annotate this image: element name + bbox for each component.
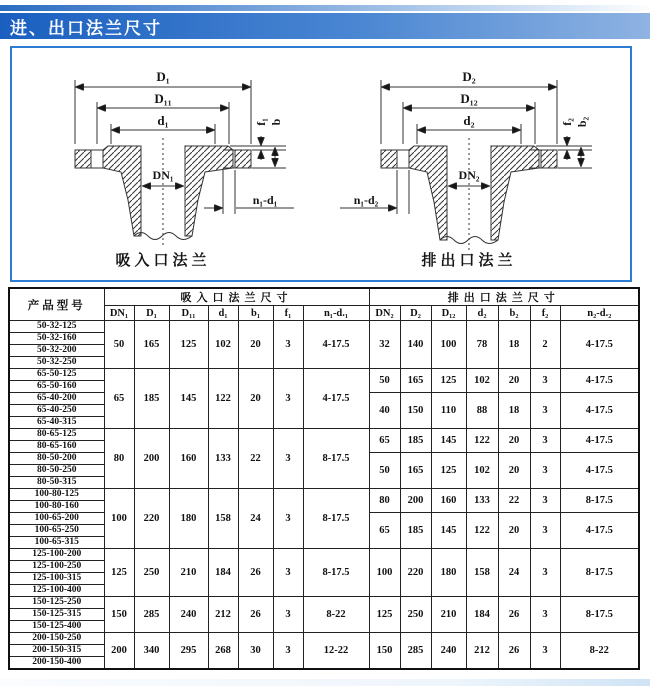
discharge-value-cell: 165 [400, 453, 431, 489]
flange-dimensions-table-wrap [8, 287, 640, 670]
suction-value-cell: 8-17.5 [303, 549, 369, 597]
dim-n1-d2 [340, 170, 409, 214]
discharge-value-cell: 65 [369, 429, 400, 453]
discharge-value-cell: 100 [431, 321, 466, 369]
discharge-flange-caption: 排出口法兰 [421, 253, 517, 269]
discharge-value-cell: 150 [369, 633, 400, 670]
suction-value-cell: 24 [238, 489, 273, 549]
discharge-value-cell: 3 [530, 633, 560, 670]
discharge-value-cell: 102 [466, 369, 498, 393]
dim-n1-d1 [204, 170, 294, 214]
label-f1: f₁ [254, 118, 268, 126]
discharge-value-cell: 4-17.5 [560, 513, 639, 549]
model-cell: 50-32-125 [9, 321, 104, 333]
discharge-value-cell: 125 [431, 453, 466, 489]
discharge-value-cell: 8-17.5 [560, 489, 639, 513]
col-header-11: b₂ [498, 306, 530, 321]
top-accent-bar [0, 5, 650, 11]
table-row [9, 489, 639, 501]
label-n1-d1: n₁-d₁ [252, 193, 278, 207]
discharge-value-cell: 160 [431, 489, 466, 513]
suction-value-cell: 4-17.5 [303, 369, 369, 429]
suction-value-cell: 145 [169, 369, 208, 429]
discharge-value-cell: 180 [431, 549, 466, 597]
suction-value-cell: 26 [238, 597, 273, 633]
suction-flange-caption: 吸入口法兰 [115, 253, 211, 269]
discharge-value-cell: 110 [431, 393, 466, 429]
suction-value-cell: 26 [238, 549, 273, 597]
suction-value-cell: 3 [273, 321, 303, 369]
label-D1: D₁ [156, 69, 170, 84]
model-cell: 65-40-250 [9, 405, 104, 417]
label-D12: D₁₂ [460, 91, 478, 106]
suction-value-cell: 200 [104, 633, 134, 670]
discharge-value-cell: 20 [498, 453, 530, 489]
model-cell: 65-40-315 [9, 417, 104, 429]
suction-value-cell: 80 [104, 429, 134, 489]
col-header-1: D₁ [134, 306, 169, 321]
discharge-value-cell: 4-17.5 [560, 321, 639, 369]
suction-value-cell: 3 [273, 549, 303, 597]
model-cell: 200-150-400 [9, 657, 104, 670]
discharge-value-cell: 3 [530, 549, 560, 597]
table-row [9, 597, 639, 609]
discharge-value-cell: 3 [530, 453, 560, 489]
col-header-12: f₂ [530, 306, 560, 321]
col-header-4: b₁ [238, 306, 273, 321]
model-cell: 100-65-250 [9, 525, 104, 537]
bottom-accent-strip [0, 679, 650, 686]
col-header-8: D₂ [400, 306, 431, 321]
suction-value-cell: 295 [169, 633, 208, 670]
discharge-value-cell: 20 [498, 429, 530, 453]
suction-value-cell: 220 [134, 489, 169, 549]
col-header-2: D₁₁ [169, 306, 208, 321]
model-cell: 50-32-250 [9, 357, 104, 369]
model-column-header: 产品型号 [9, 288, 104, 321]
discharge-value-cell: 3 [530, 393, 560, 429]
model-cell: 125-100-250 [9, 561, 104, 573]
suction-value-cell: 8-17.5 [303, 489, 369, 549]
model-cell: 150-125-250 [9, 597, 104, 609]
discharge-value-cell: 4-17.5 [560, 393, 639, 429]
discharge-value-cell: 102 [466, 453, 498, 489]
discharge-value-cell: 8-17.5 [560, 597, 639, 633]
suction-value-cell: 3 [273, 429, 303, 489]
discharge-value-cell: 158 [466, 549, 498, 597]
label-f2: f₂ [560, 118, 574, 126]
table-row [9, 369, 639, 381]
discharge-value-cell: 26 [498, 633, 530, 670]
suction-value-cell: 122 [208, 369, 238, 429]
col-header-7: DN₂ [369, 306, 400, 321]
discharge-value-cell: 145 [431, 513, 466, 549]
discharge-value-cell: 3 [530, 369, 560, 393]
col-header-10: d₂ [466, 306, 498, 321]
model-cell: 100-65-200 [9, 513, 104, 525]
column-header-row [9, 306, 639, 321]
discharge-value-cell: 3 [530, 489, 560, 513]
model-cell: 65-50-160 [9, 381, 104, 393]
suction-value-cell: 250 [134, 549, 169, 597]
discharge-value-cell: 18 [498, 321, 530, 369]
page-title: 进、出口法兰尺寸 [10, 18, 162, 38]
col-header-9: D₁₂ [431, 306, 466, 321]
discharge-value-cell: 220 [400, 549, 431, 597]
model-cell: 80-50-200 [9, 453, 104, 465]
suction-value-cell: 3 [273, 369, 303, 429]
suction-value-cell: 3 [273, 633, 303, 670]
discharge-value-cell: 24 [498, 549, 530, 597]
suction-value-cell: 210 [169, 549, 208, 597]
suction-value-cell: 212 [208, 597, 238, 633]
model-cell: 65-50-125 [9, 369, 104, 381]
suction-value-cell: 65 [104, 369, 134, 429]
model-cell: 100-80-125 [9, 489, 104, 501]
discharge-value-cell: 100 [369, 549, 400, 597]
discharge-value-cell: 185 [400, 513, 431, 549]
model-cell: 80-50-315 [9, 477, 104, 489]
suction-value-cell: 200 [134, 429, 169, 489]
suction-value-cell: 125 [169, 321, 208, 369]
label-d1: d₁ [157, 113, 169, 128]
discharge-value-cell: 150 [400, 393, 431, 429]
discharge-value-cell: 3 [530, 513, 560, 549]
discharge-flange-cross-section [381, 138, 557, 250]
suction-value-cell: 268 [208, 633, 238, 670]
suction-value-cell: 165 [134, 321, 169, 369]
label-b: b [269, 118, 283, 126]
suction-value-cell: 12-22 [303, 633, 369, 670]
suction-value-cell: 158 [208, 489, 238, 549]
model-cell: 125-100-315 [9, 573, 104, 585]
discharge-value-cell: 3 [530, 597, 560, 633]
col-header-6: n₁-d.₁ [303, 306, 369, 321]
suction-flange-cross-section [75, 138, 251, 248]
discharge-value-cell: 140 [400, 321, 431, 369]
suction-value-cell: 4-17.5 [303, 321, 369, 369]
col-header-0: DN₁ [104, 306, 134, 321]
model-cell: 200-150-250 [9, 633, 104, 645]
model-cell: 80-65-160 [9, 441, 104, 453]
section-title-bar [0, 13, 650, 39]
suction-value-cell: 30 [238, 633, 273, 670]
discharge-value-cell: 200 [400, 489, 431, 513]
col-header-5: f₁ [273, 306, 303, 321]
suction-value-cell: 20 [238, 369, 273, 429]
label-D2: D₂ [462, 69, 476, 84]
discharge-value-cell: 165 [400, 369, 431, 393]
col-header-3: d₁ [208, 306, 238, 321]
discharge-value-cell: 122 [466, 429, 498, 453]
label-DN2: DN₂ [458, 168, 480, 182]
discharge-value-cell: 185 [400, 429, 431, 453]
discharge-value-cell: 20 [498, 513, 530, 549]
model-cell: 100-80-160 [9, 501, 104, 513]
suction-group-header: 吸入口法兰尺寸 [104, 288, 369, 306]
discharge-value-cell: 50 [369, 369, 400, 393]
table-row [9, 429, 639, 441]
model-cell: 80-50-250 [9, 465, 104, 477]
suction-value-cell: 20 [238, 321, 273, 369]
discharge-value-cell: 22 [498, 489, 530, 513]
discharge-value-cell: 8-22 [560, 633, 639, 670]
flange-diagram-panel [10, 46, 632, 282]
discharge-value-cell: 80 [369, 489, 400, 513]
discharge-value-cell: 210 [431, 597, 466, 633]
suction-value-cell: 8-22 [303, 597, 369, 633]
model-cell: 200-150-315 [9, 645, 104, 657]
discharge-value-cell: 125 [369, 597, 400, 633]
suction-value-cell: 180 [169, 489, 208, 549]
suction-value-cell: 160 [169, 429, 208, 489]
table-row [9, 549, 639, 561]
discharge-value-cell: 32 [369, 321, 400, 369]
discharge-value-cell: 133 [466, 489, 498, 513]
suction-value-cell: 8-17.5 [303, 429, 369, 489]
discharge-value-cell: 122 [466, 513, 498, 549]
suction-value-cell: 240 [169, 597, 208, 633]
model-cell: 100-65-315 [9, 537, 104, 549]
label-DN1: DN₁ [152, 168, 174, 182]
discharge-value-cell: 250 [400, 597, 431, 633]
discharge-value-cell: 4-17.5 [560, 369, 639, 393]
label-b2: b₂ [575, 116, 589, 128]
label-D11: D₁₁ [154, 91, 172, 106]
model-cell: 125-100-200 [9, 549, 104, 561]
model-cell: 65-40-200 [9, 393, 104, 405]
suction-value-cell: 184 [208, 549, 238, 597]
suction-value-cell: 185 [134, 369, 169, 429]
flange-dimensions-table [8, 287, 640, 670]
discharge-value-cell: 65 [369, 513, 400, 549]
model-cell: 125-100-400 [9, 585, 104, 597]
model-cell: 50-32-200 [9, 345, 104, 357]
discharge-value-cell: 18 [498, 393, 530, 429]
table-row [9, 633, 639, 645]
discharge-value-cell: 240 [431, 633, 466, 670]
discharge-value-cell: 285 [400, 633, 431, 670]
suction-value-cell: 285 [134, 597, 169, 633]
discharge-value-cell: 40 [369, 393, 400, 429]
discharge-value-cell: 20 [498, 369, 530, 393]
dim-D2 [381, 69, 557, 144]
discharge-value-cell: 212 [466, 633, 498, 670]
discharge-value-cell: 2 [530, 321, 560, 369]
suction-value-cell: 50 [104, 321, 134, 369]
discharge-value-cell: 125 [431, 369, 466, 393]
discharge-value-cell: 26 [498, 597, 530, 633]
suction-value-cell: 150 [104, 597, 134, 633]
label-n1-d2: n₁-d₂ [353, 193, 379, 207]
dim-D1 [75, 69, 251, 144]
discharge-value-cell: 4-17.5 [560, 453, 639, 489]
suction-value-cell: 3 [273, 489, 303, 549]
model-cell: 150-125-315 [9, 609, 104, 621]
suction-value-cell: 102 [208, 321, 238, 369]
suction-flange-diagram [18, 50, 318, 278]
table-row [9, 321, 639, 333]
discharge-flange-diagram [324, 50, 624, 278]
model-cell: 50-32-160 [9, 333, 104, 345]
discharge-value-cell: 88 [466, 393, 498, 429]
suction-value-cell: 340 [134, 633, 169, 670]
suction-value-cell: 22 [238, 429, 273, 489]
suction-value-cell: 3 [273, 597, 303, 633]
discharge-value-cell: 4-17.5 [560, 429, 639, 453]
discharge-value-cell: 50 [369, 453, 400, 489]
discharge-value-cell: 145 [431, 429, 466, 453]
suction-value-cell: 133 [208, 429, 238, 489]
col-header-13: n₂-d.₂ [560, 306, 639, 321]
model-cell: 80-65-125 [9, 429, 104, 441]
model-cell: 150-125-400 [9, 621, 104, 633]
suction-value-cell: 125 [104, 549, 134, 597]
discharge-value-cell: 8-17.5 [560, 549, 639, 597]
discharge-value-cell: 3 [530, 429, 560, 453]
group-header-row [9, 288, 639, 306]
discharge-value-cell: 78 [466, 321, 498, 369]
discharge-group-header: 排出口法兰尺寸 [369, 288, 639, 306]
discharge-value-cell: 184 [466, 597, 498, 633]
label-d2: d₂ [463, 113, 475, 128]
suction-value-cell: 100 [104, 489, 134, 549]
